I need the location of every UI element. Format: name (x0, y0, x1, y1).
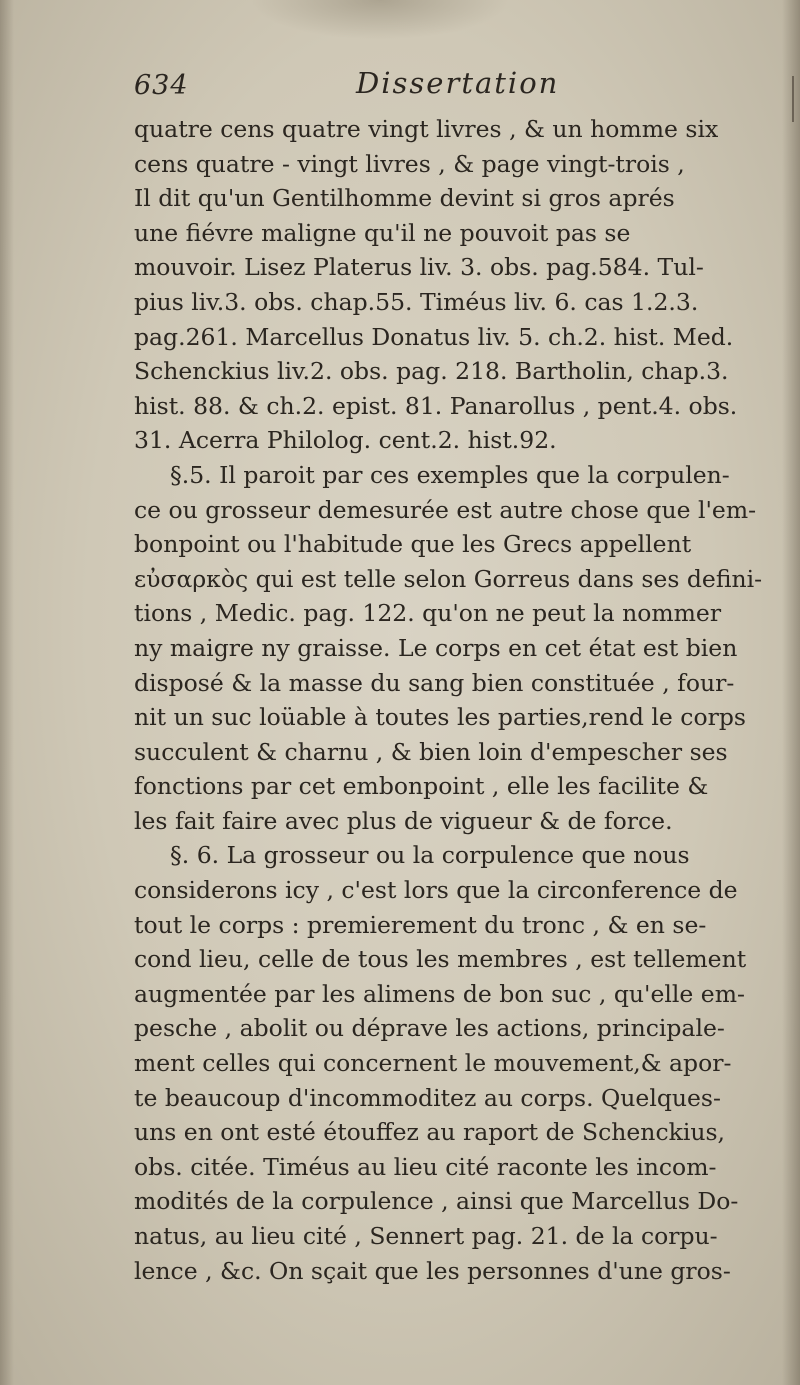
text-line: ny maigre ny graisse. Le corps en cet état est bien (134, 633, 738, 662)
running-title: Dissertation (356, 66, 560, 100)
text-line: les fait faire avec plus de vigueur & de force. (134, 806, 673, 835)
page-header (134, 66, 774, 106)
text-line: cens quatre - vingt livres , & page vingt-trois , (134, 149, 685, 178)
text-line: Schenckius liv.2. obs. pag. 218. Bartholin, chap.3. (134, 357, 729, 386)
text-line: tout le corps : premierement du tronc , & en se- (134, 910, 707, 939)
text-line: bonpoint ou l'habitude que les Grecs appellent (134, 530, 692, 559)
page-edge-shadow (782, 0, 800, 1385)
text-line: mouvoir. Lisez Platerus liv. 3. obs. pag.584. Tul- (134, 253, 704, 282)
text-line: modités de la corpulence , ainsi que Marcellus Do- (134, 1187, 739, 1216)
paper-stain (250, 0, 510, 40)
text-line: augmentée par les alimens de bon suc , qu'elle em- (134, 979, 745, 1008)
text-line: fonctions par cet embonpoint , elle les facilite & (134, 772, 709, 801)
text-line: te beaucoup d'incommoditez au corps. Quelques- (134, 1083, 721, 1112)
text-line: uns en ont esté étouffez au raport de Schenckius, (134, 1118, 726, 1147)
text-line: ment celles qui concernent le mouvement,& apor- (134, 1049, 732, 1078)
text-line: pius liv.3. obs. chap.55. Timéus liv. 6. cas 1.2.3. (134, 287, 699, 316)
text-line: disposé & la masse du sang bien constituée , four- (134, 668, 735, 697)
body-text (134, 112, 774, 1288)
page-edge-mark (792, 76, 794, 122)
text-line: quatre cens quatre vingt livres , & un homme six (134, 115, 719, 143)
paragraph-start-line: §. 6. La grosseur ou la corpulence que nous (170, 841, 690, 870)
page-number: 634 (134, 70, 189, 101)
paragraph-start-line: §.5. Il paroit par ces exemples que la corpulen- (170, 460, 730, 489)
page-gutter-shadow (0, 0, 14, 1385)
text-line: pesche , abolit ou déprave les actions, principale- (134, 1014, 725, 1043)
text-line: obs. citée. Timéus au lieu cité raconte les incom- (134, 1152, 717, 1181)
text-line: natus, au lieu cité , Sennert pag. 21. de la corpu- (134, 1222, 718, 1250)
text-line: tions , Medic. pag. 122. qu'on ne peut la nommer (134, 599, 722, 628)
text-line: pag.261. Marcellus Donatus liv. 5. ch.2. hist. Med. (134, 322, 734, 351)
text-line: Il dit qu'un Gentilhomme devint si gros aprés (134, 184, 675, 213)
text-line: considerons icy , c'est lors que la circonference de (134, 876, 738, 905)
text-line: cond lieu, celle de tous les membres , est tellement (134, 945, 747, 974)
text-line: succulent & charnu , & bien loin d'empescher ses (134, 737, 728, 766)
text-line: lence , &c. On sçait que les personnes d'une gros- (134, 1256, 731, 1285)
text-line: ce ou grosseur demesurée est autre chose que l'em- (134, 495, 757, 524)
text-line: 31. Acerra Philolog. cent.2. hist.92. (134, 426, 557, 455)
text-line: εὐσαρκὸς qui est telle selon Gorreus dans ses defini- (134, 564, 763, 593)
text-line: nit un suc loüable à toutes les parties,rend le corps (134, 703, 746, 732)
text-line: hist. 88. & ch.2. epist. 81. Panarollus , pent.4. obs. (134, 391, 738, 420)
text-line: une fiévre maligne qu'il ne pouvoit pas se (134, 218, 631, 247)
